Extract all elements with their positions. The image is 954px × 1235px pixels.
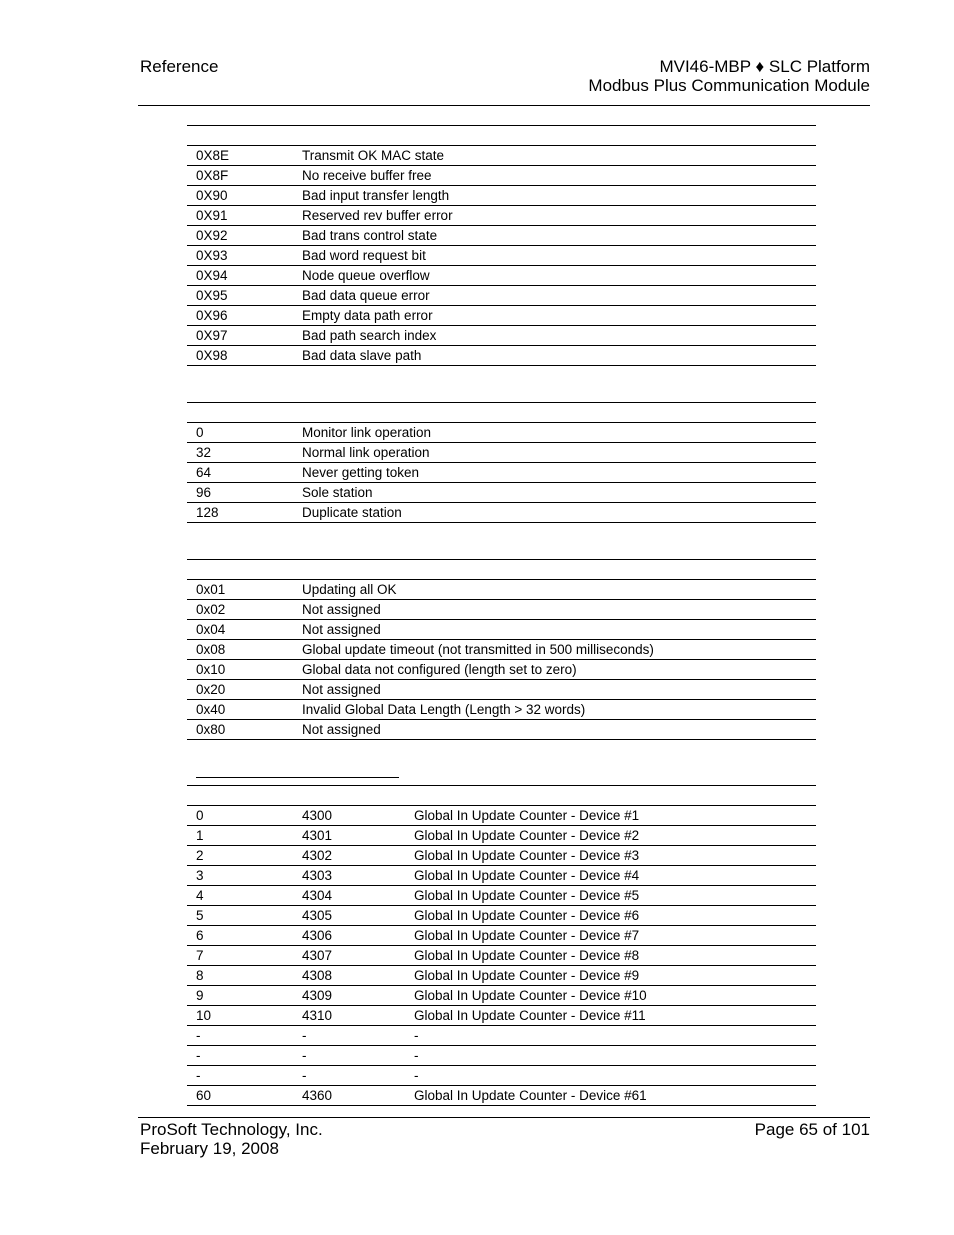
table-cell: Monitor link operation [302,425,432,440]
table-row [187,423,816,443]
table-row [187,503,816,523]
table-cell: Not assigned [302,722,381,737]
table-cell: 1 [196,828,204,843]
table-cell: 4310 [302,1008,333,1023]
update-counter-table [187,785,816,1106]
table-row [187,146,816,166]
table-cell: - [302,1028,307,1043]
header-product-line2: Modbus Plus Communication Module [588,76,870,95]
table-cell: Global update timeout (not transmitted in 500 milliseconds) [302,642,654,657]
table-cell: Empty data path error [302,308,433,323]
table-cell: 4301 [302,828,333,843]
table-cell: - [196,1068,201,1083]
table-row [187,443,816,463]
table-cell: Never getting token [302,465,420,480]
table-row [187,346,816,366]
table-header-row [187,126,816,146]
table-cell: 0X91 [196,208,228,223]
table-cell: Sole station [302,485,373,500]
table-row [187,186,816,206]
header-section-label: Reference [140,57,219,76]
table-row [187,906,816,926]
table-cell: Global In Update Counter - Device #9 [414,968,640,983]
table-row [187,866,816,886]
table-row [187,1086,816,1106]
table-cell: 7 [196,948,204,963]
table-row [187,886,816,906]
table-cell: Global In Update Counter - Device #6 [414,908,640,923]
table-cell: Bad word request bit [302,248,426,263]
table-cell: 5 [196,908,204,923]
table-row [187,846,816,866]
header-rule [138,105,870,106]
table-cell: 4300 [302,808,333,823]
table-cell: 4308 [302,968,333,983]
table-cell: Global In Update Counter - Device #5 [414,888,640,903]
table-cell: Global data not configured (length set to zero) [302,662,577,677]
table-cell: 0X96 [196,308,228,323]
table-cell: - [302,1068,307,1083]
table-cell: 0x40 [196,702,226,717]
table-cell: Bad trans control state [302,228,438,243]
table-cell: Node queue overflow [302,268,430,283]
table-row [187,1006,816,1026]
section-title-underline [196,777,399,778]
table-cell: 96 [196,485,212,500]
table-cell: Bad data queue error [302,288,430,303]
table-cell: 0 [196,425,204,440]
table-cell: 0x04 [196,622,226,637]
table-cell: 64 [196,465,212,480]
table-cell: 10 [196,1008,212,1023]
table-row [187,286,816,306]
table-cell: 3 [196,868,204,883]
table-row [187,806,816,826]
table-cell: 0X90 [196,188,228,203]
table-cell: 4303 [302,868,333,883]
table-row [187,1066,816,1086]
table-cell: 0X97 [196,328,228,343]
table-row [187,246,816,266]
table-row [187,600,816,620]
header-product-line1: MVI46-MBP ♦ SLC Platform [659,57,870,76]
table-row [187,620,816,640]
table-cell: - [414,1068,419,1083]
table-cell: 8 [196,968,204,983]
table-cell: Invalid Global Data Length (Length > 32 words) [302,702,586,717]
table-cell: Global In Update Counter - Device #11 [414,1008,646,1023]
table-header-row [187,786,816,806]
table-cell: 0X92 [196,228,228,243]
table-cell: 0X98 [196,348,228,363]
table-row [187,266,816,286]
table-cell: Not assigned [302,682,381,697]
table-row [187,946,816,966]
table-cell: Global In Update Counter - Device #4 [414,868,640,883]
table-row [187,700,816,720]
table-cell: 9 [196,988,204,1003]
header-product [588,57,870,95]
table-row [187,226,816,246]
table-cell: 4306 [302,928,333,943]
table-cell: Global In Update Counter - Device #10 [414,988,647,1003]
table-cell: Normal link operation [302,445,430,460]
table-row [187,720,816,740]
table-cell: 0x20 [196,682,226,697]
table-header-row [187,403,816,423]
table-row [187,463,816,483]
table-cell: 0X94 [196,268,228,283]
table-cell: 4 [196,888,204,903]
footer-rule [138,1117,870,1118]
footer-company: ProSoft Technology, Inc. [140,1120,323,1139]
table-cell: 4305 [302,908,333,923]
table-cell: - [414,1048,419,1063]
table-cell: 60 [196,1088,212,1103]
table-cell: 4304 [302,888,333,903]
table-cell: 0X95 [196,288,228,303]
table-cell: 4360 [302,1088,333,1103]
table-cell: Global In Update Counter - Device #61 [414,1088,647,1103]
table-cell: Bad data slave path [302,348,422,363]
table-cell: 4309 [302,988,333,1003]
footer-date: February 19, 2008 [140,1139,279,1158]
table-cell: 0 [196,808,204,823]
global-status-table [187,559,816,740]
table-cell: - [302,1048,307,1063]
table-row [187,986,816,1006]
table-cell: 6 [196,928,204,943]
table-cell: 0x80 [196,722,226,737]
table-cell: 4307 [302,948,333,963]
table-row [187,483,816,503]
table-row [187,326,816,346]
table-cell: Global In Update Counter - Device #2 [414,828,640,843]
table-row [187,966,816,986]
table-header-row [187,560,816,580]
table-cell: Not assigned [302,602,381,617]
table-cell: - [196,1028,201,1043]
table-cell: Bad path search index [302,328,437,343]
table-row [187,660,816,680]
table-cell: Global In Update Counter - Device #7 [414,928,640,943]
table-row [187,206,816,226]
table-cell: Global In Update Counter - Device #8 [414,948,640,963]
table-cell: Not assigned [302,622,381,637]
table-row [187,826,816,846]
table-row [187,926,816,946]
table-row [187,580,816,600]
table-cell: 2 [196,848,204,863]
table-cell: Transmit OK MAC state [302,148,445,163]
table-cell: 0x10 [196,662,226,677]
table-cell: Updating all OK [302,582,397,597]
table-row [187,1046,816,1066]
table-cell: Duplicate station [302,505,402,520]
table-cell: - [196,1048,201,1063]
link-status-table [187,402,816,523]
table-cell: 0x02 [196,602,226,617]
table-cell: 0X8F [196,168,229,183]
table-row [187,1026,816,1046]
table-cell: - [414,1028,419,1043]
table-cell: Global In Update Counter - Device #3 [414,848,640,863]
footer-page-number: Page 65 of 101 [754,1120,870,1139]
table-cell: 0x08 [196,642,226,657]
table-cell: Reserved rev buffer error [302,208,453,223]
table-cell: 128 [196,505,219,520]
table-cell: 32 [196,445,212,460]
table-cell: 0X93 [196,248,228,263]
table-row [187,306,816,326]
table-cell: 0x01 [196,582,226,597]
table-row [187,166,816,186]
footer-left [140,1120,323,1158]
table-cell: Bad input transfer length [302,188,450,203]
table-row [187,680,816,700]
table-cell: 0X8E [196,148,230,163]
error-code-table [187,125,816,366]
table-cell: Global In Update Counter - Device #1 [414,808,640,823]
table-cell: 4302 [302,848,333,863]
table-cell: No receive buffer free [302,168,432,183]
table-row [187,640,816,660]
